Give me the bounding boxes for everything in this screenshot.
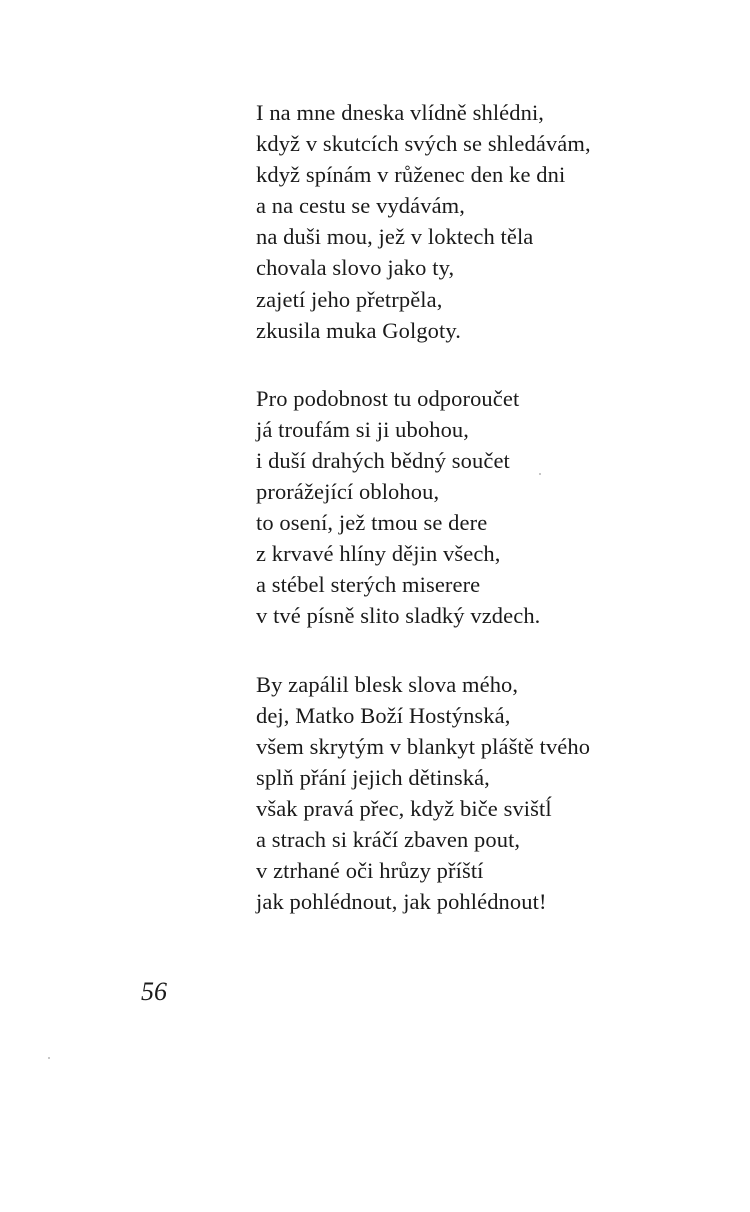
poem-line: prorážející oblohou, (256, 479, 440, 505)
poem-line: když spínám v růženec den ke dni (256, 162, 566, 188)
poem-line: zkusila muka Golgoty. (256, 317, 461, 343)
poem-line: i duší drahých bědný součet (256, 447, 510, 473)
poem-line: Pro podobnost tu odporoučet (256, 385, 520, 411)
poem-line: z krvavé hlíny dějin všech, (256, 541, 501, 567)
poem-line: v tvé písně slito sladký vzdech. (256, 603, 541, 629)
paper-speck (539, 473, 541, 475)
poem-line: já troufám si ji ubohou, (256, 416, 469, 442)
poem-line: a strach si kráčí zbaven pout, (256, 826, 521, 852)
poem-line: splň přání jejich dětinská, (256, 764, 490, 790)
poem-line: a stébel sterých miserere (256, 572, 481, 598)
stanza-3 (256, 669, 696, 918)
paper-speck (48, 1057, 50, 1059)
poem-line: dej, Matko Boží Hostýnská, (256, 702, 511, 728)
poem-line: a na cestu se vydávám, (256, 193, 465, 219)
poem (256, 97, 696, 917)
poem-line: to osení, jež tmou se dere (256, 510, 488, 536)
poem-line: však pravá přec, když biče svištĺ (256, 795, 552, 821)
stanza-1 (256, 97, 696, 346)
poem-line: zajetí jeho přetrpěla, (256, 286, 443, 312)
page-number: 56 (141, 977, 167, 1006)
poem-line: jak pohlédnout, jak pohlédnout! (256, 889, 547, 915)
poem-line: v ztrhané oči hrůzy příští (256, 858, 484, 884)
poem-line: By zapálil blesk slova mého, (256, 671, 519, 697)
poem-line: chovala slovo jako ty, (256, 255, 455, 281)
poem-line: na duši mou, jež v loktech těla (256, 224, 534, 250)
stanza-2 (256, 383, 696, 632)
poem-line: všem skrytým v blankyt pláště tvého (256, 733, 591, 759)
poem-line: I na mne dneska vlídně shlédni, (256, 100, 545, 125)
poem-line: když v skutcích svých se shledávám, (256, 131, 591, 157)
